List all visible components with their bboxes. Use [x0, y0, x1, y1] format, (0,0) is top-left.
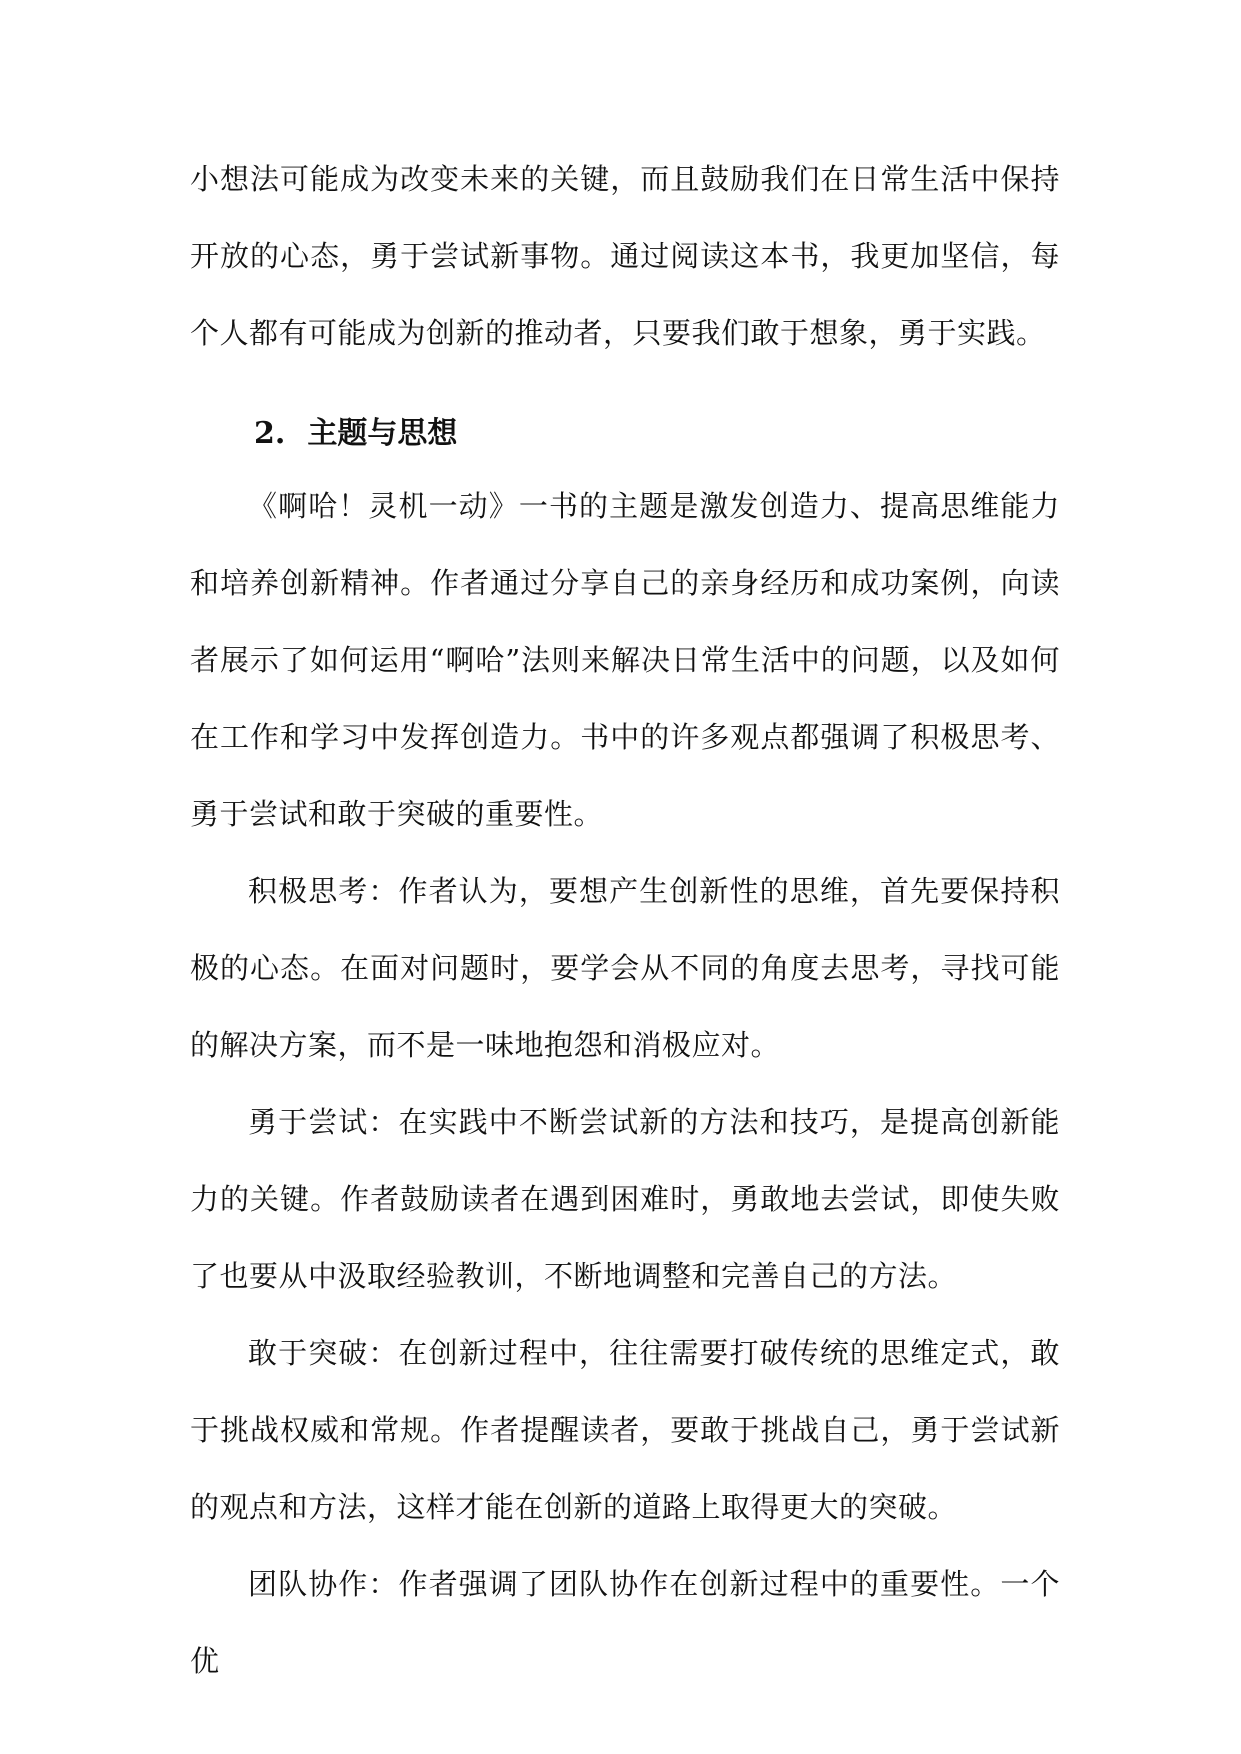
paragraph-positive-thinking: 积极思考：作者认为，要想产生创新性的思维，首先要保持积极的心态。在面对问题时，要学会从不同的角度去思考，寻找可能的解决方案，而不是一味地抱怨和消极应对。: [190, 874, 1060, 1062]
paragraph-dare-to-try: 勇于尝试：在实践中不断尝试新的方法和技巧，是提高创新能力的关键。作者鼓励读者在遇到困难时，勇敢地去尝试，即使失败了也要从中汲取经验教训，不断地调整和完善自己的方法。: [190, 1105, 1060, 1293]
section-title: 主题与思想: [307, 416, 458, 451]
section-heading: [190, 406, 1060, 468]
page-content: [190, 141, 1060, 1700]
paragraph-continuation: 小想法可能成为改变未来的关键，而且鼓励我们在日常生活中保持开放的心态，勇于尝试新事物。通过阅读这本书，我更加坚信，每个人都有可能成为创新的推动者，只要我们敢于想象，勇于实践。: [190, 162, 1060, 350]
paragraph-teamwork: 团队协作：作者强调了团队协作在创新过程中的重要性。一个优: [190, 1567, 1060, 1678]
section-number: 2.: [254, 416, 286, 451]
paragraph-breakthrough: 敢于突破：在创新过程中，往往需要打破传统的思维定式，敢于挑战权威和常规。作者提醒读者，要敢于挑战自己，勇于尝试新的观点和方法，这样才能在创新的道路上取得更大的突破。: [190, 1336, 1060, 1524]
paragraph-theme-intro: 《啊哈！灵机一动》一书的主题是激发创造力、提高思维能力和培养创新精神。作者通过分享自己的亲身经历和成功案例，向读者展示了如何运用“啊哈”法则来解决日常生活中的问题，以及如何在工作和学习中发挥创造力。书中的许多观点都强调了积极思考、勇于尝试和敢于突破的重要性。: [190, 489, 1060, 831]
